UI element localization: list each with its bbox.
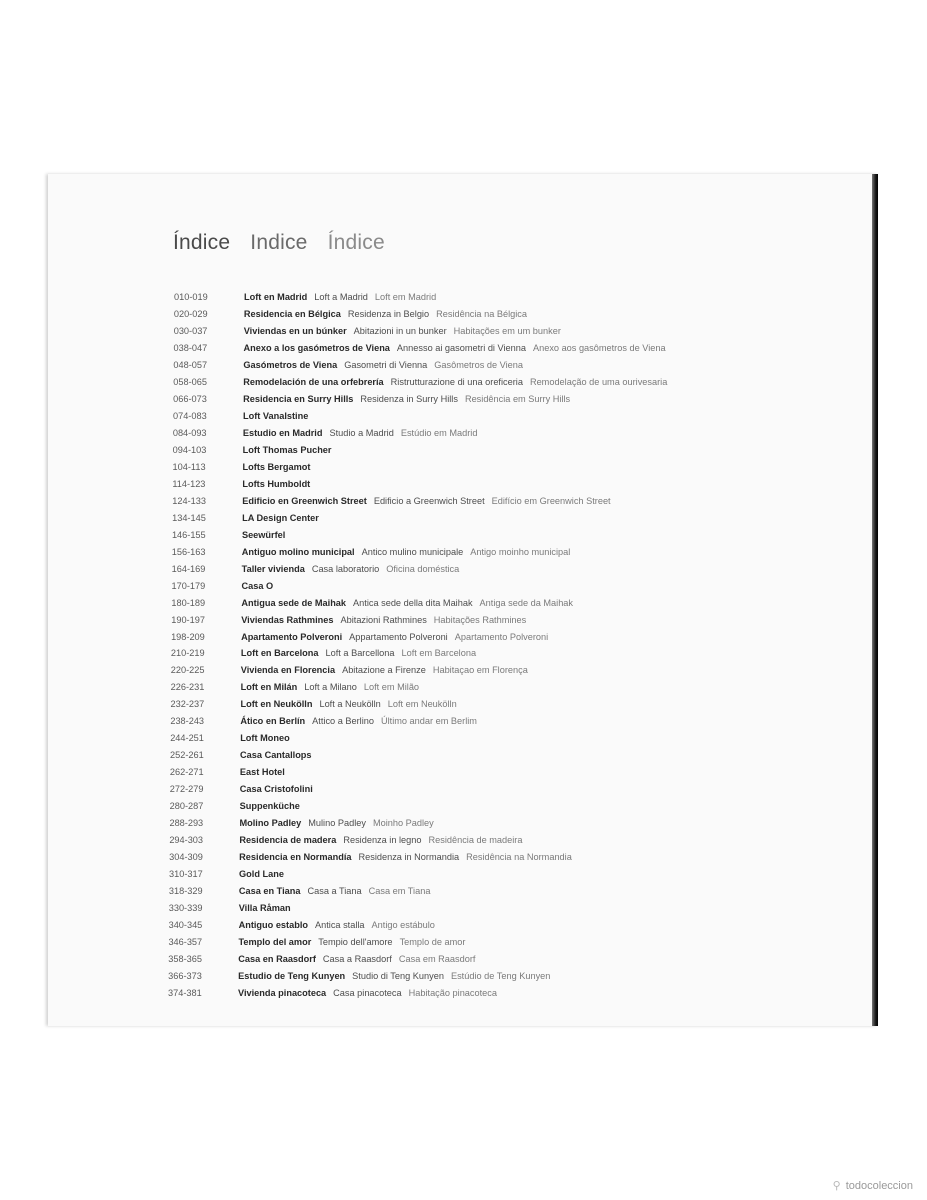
entry-titles bbox=[240, 714, 477, 729]
entry-title-italian: Gasometri di Vienna bbox=[344, 359, 428, 370]
entry-titles bbox=[243, 460, 318, 475]
entry-page-range: 294-303 bbox=[169, 835, 204, 846]
entry-title-spanish: Casa en Tiana bbox=[238, 886, 301, 897]
entry-title-spanish: Casa en Raasdorf bbox=[238, 954, 316, 965]
entry-title-spanish: Remodelación de una orfebrería bbox=[243, 376, 384, 387]
entry-titles bbox=[243, 426, 478, 441]
entry-title-portuguese: Último andar em Berlim bbox=[380, 716, 477, 727]
entry-title-italian: Casa a Raasdorf bbox=[322, 954, 392, 965]
entry-title-spanish: Casa Cantallops bbox=[240, 750, 312, 761]
entry-title-spanish: Antigua sede de Maihak bbox=[241, 597, 347, 608]
entry-page-range: 330-339 bbox=[168, 903, 203, 914]
entry-page-range: 366-373 bbox=[168, 971, 202, 982]
entry-page-range: 358-365 bbox=[168, 954, 202, 965]
entry-title-italian: Appartamento Polveroni bbox=[349, 631, 448, 642]
entry-page-range: 124-133 bbox=[172, 495, 206, 506]
entry-title-italian: Casa laboratorio bbox=[311, 563, 380, 574]
entry-title-italian: Loft a Barcellona bbox=[325, 648, 395, 659]
entry-page-range: 198-209 bbox=[171, 631, 205, 642]
entry-title-portuguese: Antiga sede da Maihak bbox=[479, 597, 574, 608]
entry-title-spanish: Estudio de Teng Kunyen bbox=[238, 971, 346, 982]
title-spanish: Índice bbox=[173, 231, 231, 254]
entry-title-spanish: Loft en Neukölln bbox=[240, 699, 313, 710]
entry-title-spanish: Molino Padley bbox=[239, 818, 302, 829]
entry-title-spanish: Anexo a los gasómetros de Viena bbox=[243, 342, 390, 353]
entry-titles bbox=[244, 290, 436, 305]
entry-titles bbox=[243, 358, 523, 373]
entry-title-italian: Annesso ai gasometri di Vienna bbox=[396, 342, 526, 353]
entry-title-portuguese: Casa em Tiana bbox=[368, 886, 431, 897]
entry-page-range: 238-243 bbox=[170, 716, 205, 727]
entry-titles bbox=[240, 731, 297, 746]
entry-title-spanish: Seewürfel bbox=[241, 529, 286, 540]
entry-title-italian: Antico mulino municipale bbox=[361, 546, 464, 557]
entry-page-range: 280-287 bbox=[169, 801, 204, 812]
entry-page-range: 304-309 bbox=[169, 852, 203, 863]
entry-titles bbox=[241, 663, 528, 678]
entry-titles bbox=[239, 901, 298, 916]
entry-page-range: 318-329 bbox=[168, 886, 203, 897]
entry-page-range: 226-231 bbox=[170, 682, 205, 693]
entry-title-portuguese: Habitaçao em Florença bbox=[432, 665, 528, 676]
entry-title-portuguese: Antigo moinho municipal bbox=[470, 546, 571, 557]
entry-page-range: 252-261 bbox=[170, 750, 204, 761]
entry-title-spanish: Vivienda en Florencia bbox=[240, 665, 336, 676]
entry-title-spanish: Antiguo establo bbox=[238, 920, 308, 931]
entry-page-range: 156-163 bbox=[171, 546, 206, 557]
entry-titles bbox=[241, 680, 419, 695]
entry-page-range: 232-237 bbox=[170, 699, 205, 710]
entry-page-range: 346-357 bbox=[168, 937, 203, 948]
entry-title-portuguese: Habitação pinacoteca bbox=[408, 988, 497, 998]
entry-title-portuguese: Residência na Bélgica bbox=[436, 308, 528, 319]
entry-title-italian: Residenza in Belgio bbox=[347, 308, 430, 319]
entry-title-spanish: Gasómetros de Viena bbox=[243, 359, 338, 370]
entry-titles bbox=[239, 918, 435, 933]
entry-title-spanish: East Hotel bbox=[239, 767, 285, 778]
entry-title-portuguese: Templo de amor bbox=[399, 937, 466, 948]
entry-title-portuguese: Estúdio em Madrid bbox=[400, 427, 478, 438]
entry-title-spanish: Loft Vanalstine bbox=[242, 410, 309, 421]
entry-title-portuguese: Antigo estábulo bbox=[371, 920, 435, 931]
entry-title-spanish: Loft Thomas Pucher bbox=[242, 444, 332, 455]
entry-titles bbox=[239, 833, 522, 848]
watermark-text: todocoleccion bbox=[845, 1180, 913, 1192]
entry-title-spanish: Antiguo molino municipal bbox=[241, 546, 355, 557]
entry-page-range: 134-145 bbox=[172, 512, 206, 523]
entry-title-portuguese: Habitações em um bunker bbox=[453, 325, 561, 336]
entry-title-portuguese: Habitações Rathmines bbox=[433, 614, 527, 625]
entry-titles bbox=[243, 409, 315, 424]
entry-title-spanish: Gold Lane bbox=[239, 869, 284, 880]
entry-title-italian: Residenza in legno bbox=[343, 835, 422, 846]
entry-title-spanish: Ático en Berlín bbox=[240, 716, 306, 727]
entry-titles bbox=[242, 579, 281, 594]
entry-title-italian: Antica stalla bbox=[315, 920, 365, 931]
entry-title-italian: Ristrutturazione di una oreficeria bbox=[390, 376, 523, 387]
entry-title-italian: Mulino Padley bbox=[308, 818, 366, 829]
entry-page-range: 048-057 bbox=[173, 359, 208, 370]
entry-title-portuguese: Remodelação de uma ourivesaria bbox=[529, 376, 668, 387]
entry-page-range: 104-113 bbox=[172, 461, 206, 472]
entry-title-portuguese: Casa em Raasdorf bbox=[398, 954, 476, 965]
entry-titles bbox=[242, 562, 460, 577]
entry-titles bbox=[241, 630, 548, 645]
entry-titles bbox=[240, 748, 318, 763]
entry-title-portuguese: Gasômetros de Viena bbox=[434, 359, 523, 370]
entry-page-range: 020-029 bbox=[173, 308, 208, 319]
entry-titles bbox=[238, 986, 497, 1001]
entry-title-spanish: Apartamento Polveroni bbox=[241, 631, 343, 642]
entry-titles bbox=[242, 528, 292, 543]
entry-title-portuguese: Estúdio de Teng Kunyen bbox=[450, 971, 551, 982]
entry-title-portuguese: Edifício em Greenwich Street bbox=[491, 495, 611, 506]
entry-titles bbox=[241, 646, 476, 661]
entry-page-range: 190-197 bbox=[171, 614, 205, 625]
entry-title-italian: Residenza in Surry Hills bbox=[360, 393, 458, 404]
entry-titles bbox=[241, 596, 573, 611]
title-italian: Indice bbox=[250, 231, 308, 254]
entry-title-spanish: Residencia de madera bbox=[239, 835, 337, 846]
entry-titles bbox=[243, 443, 339, 458]
entry-title-spanish: Loft en Milán bbox=[240, 682, 298, 693]
entry-title-spanish: Loft en Barcelona bbox=[240, 648, 319, 659]
entry-titles bbox=[240, 782, 320, 797]
entry-titles bbox=[244, 324, 561, 339]
entry-titles bbox=[242, 545, 571, 560]
entry-title-spanish: Edificio en Greenwich Street bbox=[242, 495, 367, 506]
entry-title-italian: Studio a Madrid bbox=[329, 427, 394, 438]
entry-title-italian: Attico a Berlino bbox=[312, 716, 374, 727]
entry-title-italian: Casa pinacoteca bbox=[333, 988, 402, 998]
entry-page-range: 180-189 bbox=[171, 597, 206, 608]
entry-titles bbox=[239, 884, 431, 899]
entry-title-spanish: Casa Cristofolini bbox=[239, 784, 313, 795]
entry-title-spanish: Lofts Bergamot bbox=[242, 461, 311, 472]
page-title bbox=[173, 231, 399, 255]
entry-title-spanish: Casa O bbox=[241, 580, 274, 591]
title-portuguese: Índice bbox=[327, 231, 385, 254]
entry-title-spanish: Loft en Madrid bbox=[244, 292, 308, 302]
entry-title-spanish: Viviendas Rathmines bbox=[241, 614, 334, 625]
entry-title-italian: Antica sede della dita Maihak bbox=[353, 597, 473, 608]
entry-title-spanish: Villa Råman bbox=[238, 903, 291, 914]
entry-page-range: 310-317 bbox=[169, 869, 203, 880]
entry-page-range: 220-225 bbox=[170, 665, 205, 676]
entry-titles bbox=[238, 969, 550, 984]
watermark bbox=[833, 1179, 913, 1192]
entry-page-range: 244-251 bbox=[170, 733, 204, 744]
entry-title-portuguese: Apartamento Polveroni bbox=[454, 631, 549, 642]
entry-title-italian: Loft a Neukölln bbox=[319, 699, 381, 710]
entry-page-range: 272-279 bbox=[169, 784, 204, 795]
entry-titles bbox=[238, 935, 465, 950]
entry-title-italian: Edificio a Greenwich Street bbox=[373, 495, 485, 506]
entry-title-portuguese: Residência em Surry Hills bbox=[464, 393, 571, 404]
entry-page-range: 262-271 bbox=[169, 767, 204, 778]
entry-title-spanish: Vivienda pinacoteca bbox=[238, 988, 327, 998]
entry-page-range: 094-103 bbox=[172, 444, 207, 455]
entry-titles bbox=[242, 477, 317, 492]
entry-page-range: 030-037 bbox=[173, 325, 208, 336]
entry-title-portuguese: Residência na Normandia bbox=[466, 852, 572, 863]
entry-title-spanish: Lofts Humboldt bbox=[242, 478, 311, 489]
entry-page-range: 084-093 bbox=[172, 427, 207, 438]
book-spine-edge bbox=[872, 174, 878, 1026]
entry-title-spanish: LA Design Center bbox=[242, 512, 319, 523]
entry-titles bbox=[243, 392, 570, 407]
entry-titles bbox=[240, 697, 456, 712]
entry-title-spanish: Residencia en Bélgica bbox=[243, 308, 341, 319]
entry-page-range: 074-083 bbox=[172, 410, 207, 421]
entry-title-portuguese: Loft em Neukölln bbox=[387, 699, 457, 710]
entry-page-range: 066-073 bbox=[173, 393, 207, 404]
entry-titles bbox=[244, 341, 666, 356]
entry-titles bbox=[239, 867, 291, 882]
entry-titles bbox=[240, 799, 307, 814]
entry-title-italian: Loft a Madrid bbox=[314, 292, 368, 302]
entry-titles bbox=[239, 816, 433, 831]
entry-title-spanish: Templo del amor bbox=[238, 937, 312, 948]
entry-title-italian: Residenza in Normandia bbox=[358, 852, 460, 863]
entry-title-portuguese: Loft em Madrid bbox=[374, 292, 437, 302]
entry-title-portuguese: Anexo aos gasômetros de Viena bbox=[532, 342, 666, 353]
entry-titles bbox=[241, 613, 526, 628]
entry-title-spanish: Residencia en Surry Hills bbox=[243, 393, 354, 404]
entry-title-italian: Studio di Teng Kunyen bbox=[352, 971, 444, 982]
entry-title-spanish: Estudio en Madrid bbox=[242, 427, 323, 438]
entry-titles bbox=[243, 375, 667, 390]
entry-titles bbox=[239, 850, 572, 865]
entry-titles bbox=[244, 307, 527, 322]
entry-page-range: 374-381 bbox=[168, 988, 202, 998]
entry-titles bbox=[242, 511, 326, 526]
entry-page-range: 058-065 bbox=[173, 376, 207, 387]
entry-titles bbox=[240, 765, 292, 780]
entry-title-italian: Tempio dell'amore bbox=[318, 937, 393, 948]
entry-title-portuguese: Oficina doméstica bbox=[386, 563, 460, 574]
entry-title-italian: Abitazioni Rathmines bbox=[340, 614, 427, 625]
entry-title-italian: Casa a Tiana bbox=[307, 886, 362, 897]
entry-title-spanish: Viviendas en un búnker bbox=[243, 325, 347, 336]
entry-title-portuguese: Loft em Milão bbox=[363, 682, 420, 693]
entry-page-range: 114-123 bbox=[172, 478, 206, 489]
entry-titles bbox=[238, 952, 475, 967]
entry-page-range: 010-019 bbox=[174, 292, 208, 302]
entry-title-portuguese: Residência de madeira bbox=[428, 835, 523, 846]
entry-page-range: 146-155 bbox=[171, 529, 206, 540]
entry-title-portuguese: Moinho Padley bbox=[372, 818, 434, 829]
entry-title-portuguese: Loft em Barcelona bbox=[401, 648, 477, 659]
entry-page-range: 164-169 bbox=[171, 563, 206, 574]
entry-page-range: 288-293 bbox=[169, 818, 204, 829]
entry-page-range: 340-345 bbox=[168, 920, 203, 931]
entry-page-range: 038-047 bbox=[173, 342, 208, 353]
entry-title-italian: Loft a Milano bbox=[304, 682, 357, 693]
entry-title-italian: Abitazioni in un bunker bbox=[353, 325, 447, 336]
entry-titles bbox=[242, 494, 610, 509]
entry-page-range: 210-219 bbox=[170, 648, 205, 659]
entry-title-spanish: Residencia en Normandía bbox=[239, 852, 352, 863]
entry-title-spanish: Taller vivienda bbox=[241, 563, 305, 574]
entry-title-spanish: Suppenküche bbox=[239, 801, 300, 812]
entry-page-range: 170-179 bbox=[171, 580, 206, 591]
entry-title-italian: Abitazione a Firenze bbox=[342, 665, 426, 676]
entry-title-spanish: Loft Moneo bbox=[240, 733, 290, 744]
magnifier-icon: ⚲ bbox=[832, 1180, 841, 1192]
